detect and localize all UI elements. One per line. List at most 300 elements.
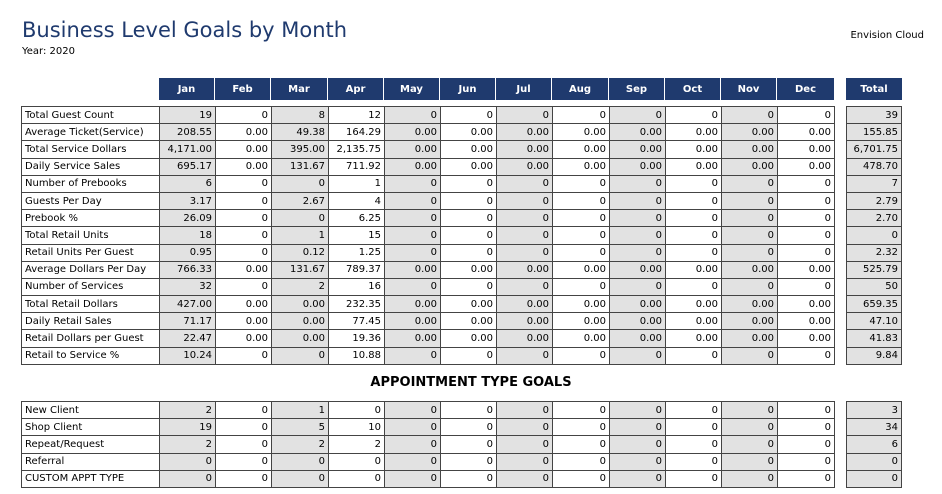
value-cell-mar[interactable]: 0: [272, 453, 329, 470]
total-row: [847, 158, 902, 175]
value-cell-sep[interactable]: 0: [610, 402, 666, 419]
appointment-section-title: APPOINTMENT TYPE GOALS: [370, 375, 572, 390]
value-cell-feb[interactable]: 0: [216, 347, 272, 364]
table-row: [22, 436, 835, 453]
total-row: [847, 124, 902, 141]
value-cell-feb[interactable]: 0: [216, 402, 272, 419]
value-cell-jun[interactable]: 0: [441, 175, 497, 192]
value-cell-oct[interactable]: 0: [666, 107, 722, 124]
total-row: [847, 210, 902, 227]
value-cell-dec[interactable]: 0: [778, 470, 835, 487]
value-cell-jun[interactable]: 0: [441, 244, 497, 261]
value-cell-dec[interactable]: 0: [778, 192, 835, 209]
value-cell-sep[interactable]: 0.00: [610, 313, 666, 330]
value-cell-aug[interactable]: 0: [553, 453, 610, 470]
value-cell-sep[interactable]: 0: [610, 436, 666, 453]
value-cell-may[interactable]: 0.00: [385, 141, 441, 158]
value-cell-mar[interactable]: 395.00: [272, 141, 329, 158]
value-cell-dec[interactable]: 0: [778, 107, 835, 124]
value-cell-jul[interactable]: 0.00: [497, 296, 553, 313]
value-cell-may[interactable]: 0.00: [385, 313, 441, 330]
value-cell-feb[interactable]: 0: [216, 175, 272, 192]
total-cell: 9.84: [847, 347, 902, 364]
value-cell-oct[interactable]: 0: [666, 402, 722, 419]
value-cell-dec[interactable]: 0: [778, 419, 835, 436]
value-cell-feb[interactable]: 0.00: [216, 141, 272, 158]
value-cell-feb[interactable]: 0: [216, 453, 272, 470]
value-cell-jul[interactable]: 0: [497, 347, 553, 364]
value-cell-apr[interactable]: 0: [329, 402, 385, 419]
value-cell-sep[interactable]: 0: [610, 175, 666, 192]
value-cell-dec[interactable]: 0: [778, 227, 835, 244]
total-header-label: Total: [860, 83, 888, 95]
value-cell-may[interactable]: 0: [385, 470, 441, 487]
value-cell-oct[interactable]: 0.00: [666, 313, 722, 330]
value-cell-nov[interactable]: 0: [722, 175, 778, 192]
value-cell-jan[interactable]: 26.09: [160, 210, 216, 227]
total-row: [847, 330, 902, 347]
total-cell: 0: [847, 470, 902, 487]
value-cell-jul[interactable]: 0.00: [497, 261, 553, 278]
value-cell-feb[interactable]: 0: [216, 244, 272, 261]
value-cell-feb[interactable]: 0.00: [216, 330, 272, 347]
value-cell-feb[interactable]: 0: [216, 107, 272, 124]
value-cell-jun[interactable]: 0: [441, 107, 497, 124]
value-cell-apr[interactable]: 6.25: [329, 210, 385, 227]
value-cell-nov[interactable]: 0: [722, 436, 778, 453]
value-cell-nov[interactable]: 0: [722, 402, 778, 419]
value-cell-nov[interactable]: 0.00: [722, 124, 778, 141]
value-cell-jan[interactable]: 19: [160, 419, 216, 436]
value-cell-apr[interactable]: 19.36: [329, 330, 385, 347]
brand-label: Envision Cloud: [850, 30, 924, 41]
value-cell-jan[interactable]: 19: [160, 107, 216, 124]
value-cell-nov[interactable]: 0.00: [722, 141, 778, 158]
value-cell-jun[interactable]: 0.00: [441, 313, 497, 330]
value-cell-may[interactable]: 0.00: [385, 124, 441, 141]
value-cell-may[interactable]: 0: [385, 278, 441, 295]
value-cell-dec[interactable]: 0: [778, 175, 835, 192]
value-cell-jan[interactable]: 3.17: [160, 192, 216, 209]
value-cell-apr[interactable]: 232.35: [329, 296, 385, 313]
row-label: Average Dollars Per Day: [22, 261, 160, 278]
value-cell-may[interactable]: 0.00: [385, 261, 441, 278]
value-cell-jul[interactable]: 0: [497, 453, 553, 470]
value-cell-sep[interactable]: 0: [610, 107, 666, 124]
value-cell-jul[interactable]: 0: [497, 210, 553, 227]
value-cell-jan[interactable]: 208.55: [160, 124, 216, 141]
value-cell-feb[interactable]: 0.00: [216, 261, 272, 278]
value-cell-may[interactable]: 0: [385, 436, 441, 453]
value-cell-nov[interactable]: 0: [722, 244, 778, 261]
value-cell-jan[interactable]: 0.95: [160, 244, 216, 261]
value-cell-oct[interactable]: 0: [666, 453, 722, 470]
value-cell-jul[interactable]: 0.00: [497, 313, 553, 330]
value-cell-apr[interactable]: 12: [329, 107, 385, 124]
row-label: Total Guest Count: [22, 107, 160, 124]
row-label: Total Retail Units: [22, 227, 160, 244]
value-cell-mar[interactable]: 2: [272, 278, 329, 295]
value-cell-sep[interactable]: 0: [610, 470, 666, 487]
row-label: Shop Client: [22, 419, 160, 436]
value-cell-dec[interactable]: 0.00: [778, 261, 835, 278]
value-cell-aug[interactable]: 0.00: [553, 261, 610, 278]
value-cell-feb[interactable]: 0: [216, 227, 272, 244]
value-cell-jun[interactable]: 0: [441, 419, 497, 436]
value-cell-aug[interactable]: 0: [553, 402, 610, 419]
value-cell-feb[interactable]: 0: [216, 210, 272, 227]
value-cell-apr[interactable]: 4: [329, 192, 385, 209]
value-cell-jan[interactable]: 10.24: [160, 347, 216, 364]
value-cell-mar[interactable]: 131.67: [272, 158, 329, 175]
value-cell-jul[interactable]: 0: [497, 192, 553, 209]
value-cell-jun[interactable]: 0.00: [441, 141, 497, 158]
month-header-jun: Jun: [440, 78, 496, 100]
row-label: Number of Services: [22, 278, 160, 295]
value-cell-feb[interactable]: 0.00: [216, 296, 272, 313]
value-cell-dec[interactable]: 0: [778, 436, 835, 453]
total-row: [847, 453, 902, 470]
month-header-nov: Nov: [721, 78, 777, 100]
table-row: [22, 296, 835, 313]
value-cell-nov[interactable]: 0: [722, 419, 778, 436]
value-cell-nov[interactable]: 0: [722, 470, 778, 487]
row-label: Retail to Service %: [22, 347, 160, 364]
value-cell-aug[interactable]: 0.00: [553, 313, 610, 330]
row-label: Daily Retail Sales: [22, 313, 160, 330]
value-cell-jul[interactable]: 0: [497, 107, 553, 124]
value-cell-apr[interactable]: 1: [329, 175, 385, 192]
value-cell-dec[interactable]: 0.00: [778, 313, 835, 330]
value-cell-aug[interactable]: 0: [553, 470, 610, 487]
table-row: [22, 107, 835, 124]
value-cell-apr[interactable]: 10: [329, 419, 385, 436]
value-cell-mar[interactable]: 0.00: [272, 296, 329, 313]
value-cell-sep[interactable]: 0: [610, 278, 666, 295]
value-cell-aug[interactable]: 0: [553, 436, 610, 453]
value-cell-jul[interactable]: 0: [497, 470, 553, 487]
value-cell-feb[interactable]: 0: [216, 192, 272, 209]
value-cell-jun[interactable]: 0.00: [441, 158, 497, 175]
value-cell-jun[interactable]: 0: [441, 347, 497, 364]
value-cell-oct[interactable]: 0: [666, 470, 722, 487]
value-cell-nov[interactable]: 0: [722, 278, 778, 295]
value-cell-may[interactable]: 0: [385, 227, 441, 244]
value-cell-oct[interactable]: 0: [666, 227, 722, 244]
table-row: [22, 313, 835, 330]
value-cell-jul[interactable]: 0: [497, 402, 553, 419]
value-cell-may[interactable]: 0: [385, 175, 441, 192]
value-cell-jul[interactable]: 0.00: [497, 330, 553, 347]
value-cell-feb[interactable]: 0: [216, 419, 272, 436]
total-row: [847, 175, 902, 192]
value-cell-sep[interactable]: 0.00: [610, 261, 666, 278]
value-cell-feb[interactable]: 0: [216, 470, 272, 487]
value-cell-dec[interactable]: 0: [778, 402, 835, 419]
total-row: [847, 470, 902, 487]
value-cell-may[interactable]: 0: [385, 347, 441, 364]
value-cell-jun[interactable]: 0: [441, 470, 497, 487]
value-cell-may[interactable]: 0: [385, 419, 441, 436]
value-cell-jan[interactable]: 4,171.00: [160, 141, 216, 158]
value-cell-feb[interactable]: 0: [216, 436, 272, 453]
value-cell-nov[interactable]: 0: [722, 210, 778, 227]
total-cell: 50: [847, 278, 902, 295]
value-cell-oct[interactable]: 0.00: [666, 141, 722, 158]
total-cell: 47.10: [847, 313, 902, 330]
value-cell-mar[interactable]: 0.00: [272, 330, 329, 347]
value-cell-nov[interactable]: 0.00: [722, 330, 778, 347]
value-cell-sep[interactable]: 0.00: [610, 141, 666, 158]
total-cell: 6: [847, 436, 902, 453]
value-cell-jul[interactable]: 0: [497, 175, 553, 192]
total-cell: 2.32: [847, 244, 902, 261]
value-cell-aug[interactable]: 0: [553, 227, 610, 244]
appointment-total-table: [846, 401, 902, 488]
value-cell-nov[interactable]: 0.00: [722, 296, 778, 313]
total-row: [847, 313, 902, 330]
value-cell-mar[interactable]: 0.00: [272, 313, 329, 330]
value-cell-apr[interactable]: 1.25: [329, 244, 385, 261]
value-cell-mar[interactable]: 2.67: [272, 192, 329, 209]
value-cell-feb[interactable]: 0.00: [216, 313, 272, 330]
value-cell-oct[interactable]: 0.00: [666, 296, 722, 313]
row-label: Guests Per Day: [22, 192, 160, 209]
value-cell-oct[interactable]: 0.00: [666, 330, 722, 347]
value-cell-jan[interactable]: 18: [160, 227, 216, 244]
row-label: Number of Prebooks: [22, 175, 160, 192]
value-cell-jun[interactable]: 0: [441, 227, 497, 244]
year-label: Year: 2020: [22, 46, 75, 57]
value-cell-jun[interactable]: 0: [441, 402, 497, 419]
value-cell-apr[interactable]: 16: [329, 278, 385, 295]
table-row: [22, 261, 835, 278]
month-header-dec: Dec: [794, 83, 816, 95]
value-cell-nov[interactable]: 0: [722, 192, 778, 209]
value-cell-sep[interactable]: 0: [610, 227, 666, 244]
value-cell-sep[interactable]: 0: [610, 244, 666, 261]
value-cell-dec[interactable]: 0: [778, 347, 835, 364]
value-cell-nov[interactable]: 0: [722, 347, 778, 364]
value-cell-dec[interactable]: 0.00: [778, 296, 835, 313]
value-cell-oct[interactable]: 0: [666, 210, 722, 227]
month-header: [159, 78, 834, 100]
value-cell-mar[interactable]: 0: [272, 175, 329, 192]
value-cell-nov[interactable]: 0: [722, 453, 778, 470]
value-cell-jun[interactable]: 0: [441, 436, 497, 453]
value-cell-jan[interactable]: 766.33: [160, 261, 216, 278]
value-cell-oct[interactable]: 0.00: [666, 124, 722, 141]
value-cell-dec[interactable]: 0: [778, 453, 835, 470]
value-cell-jun[interactable]: 0: [441, 278, 497, 295]
value-cell-nov[interactable]: 0: [722, 227, 778, 244]
value-cell-apr[interactable]: 0: [329, 453, 385, 470]
value-cell-mar[interactable]: 0.12: [272, 244, 329, 261]
total-row: [847, 261, 902, 278]
value-cell-oct[interactable]: 0: [666, 244, 722, 261]
value-cell-apr[interactable]: 789.37: [329, 261, 385, 278]
value-cell-nov[interactable]: 0: [722, 107, 778, 124]
value-cell-apr[interactable]: 164.29: [329, 124, 385, 141]
value-cell-nov[interactable]: 0.00: [722, 261, 778, 278]
value-cell-may[interactable]: 0: [385, 453, 441, 470]
value-cell-apr[interactable]: 2: [329, 436, 385, 453]
value-cell-oct[interactable]: 0.00: [666, 261, 722, 278]
table-row: [22, 124, 835, 141]
value-cell-dec[interactable]: 0: [778, 244, 835, 261]
value-cell-mar[interactable]: 2: [272, 436, 329, 453]
value-cell-apr[interactable]: 15: [329, 227, 385, 244]
value-cell-jul[interactable]: 0: [497, 227, 553, 244]
value-cell-sep[interactable]: 0: [610, 419, 666, 436]
value-cell-apr[interactable]: 77.45: [329, 313, 385, 330]
value-cell-apr[interactable]: 711.92: [329, 158, 385, 175]
value-cell-may[interactable]: 0.00: [385, 158, 441, 175]
value-cell-oct[interactable]: 0: [666, 419, 722, 436]
value-cell-dec[interactable]: 0.00: [778, 158, 835, 175]
value-cell-jun[interactable]: 0: [441, 192, 497, 209]
value-cell-jan[interactable]: 6: [160, 175, 216, 192]
value-cell-sep[interactable]: 0: [610, 347, 666, 364]
value-cell-sep[interactable]: 0: [610, 210, 666, 227]
value-cell-apr[interactable]: 0: [329, 470, 385, 487]
table-row: [22, 158, 835, 175]
value-cell-dec[interactable]: 0.00: [778, 124, 835, 141]
value-cell-sep[interactable]: 0.00: [610, 124, 666, 141]
value-cell-jun[interactable]: 0.00: [441, 261, 497, 278]
month-header-may: May: [384, 78, 440, 100]
value-cell-may[interactable]: 0: [385, 192, 441, 209]
value-cell-may[interactable]: 0.00: [385, 296, 441, 313]
value-cell-may[interactable]: 0: [385, 107, 441, 124]
value-cell-aug[interactable]: 0.00: [553, 158, 610, 175]
total-row: [847, 244, 902, 261]
value-cell-nov[interactable]: 0.00: [722, 313, 778, 330]
value-cell-mar[interactable]: 0: [272, 347, 329, 364]
table-row: [22, 244, 835, 261]
value-cell-jun[interactable]: 0.00: [441, 330, 497, 347]
value-cell-aug[interactable]: 0: [553, 192, 610, 209]
value-cell-feb[interactable]: 0: [216, 278, 272, 295]
value-cell-sep[interactable]: 0.00: [610, 158, 666, 175]
value-cell-jul[interactable]: 0.00: [497, 124, 553, 141]
value-cell-jan[interactable]: 427.00: [160, 296, 216, 313]
value-cell-jul[interactable]: 0.00: [497, 141, 553, 158]
value-cell-aug[interactable]: 0.00: [553, 330, 610, 347]
value-cell-mar[interactable]: 1: [272, 402, 329, 419]
value-cell-aug[interactable]: 0: [553, 278, 610, 295]
value-cell-jan[interactable]: 0: [160, 453, 216, 470]
appointment-table: [21, 401, 835, 488]
value-cell-jan[interactable]: 22.47: [160, 330, 216, 347]
total-cell: 0: [847, 227, 902, 244]
value-cell-dec[interactable]: 0.00: [778, 141, 835, 158]
table-row: [22, 278, 835, 295]
value-cell-may[interactable]: 0: [385, 402, 441, 419]
value-cell-mar[interactable]: 0: [272, 470, 329, 487]
month-header-jan: Jan: [159, 78, 215, 100]
value-cell-feb[interactable]: 0.00: [216, 124, 272, 141]
table-row: [22, 347, 835, 364]
total-cell: 478.70: [847, 158, 902, 175]
total-header: [846, 78, 902, 100]
value-cell-sep[interactable]: 0.00: [610, 296, 666, 313]
value-cell-mar[interactable]: 0: [272, 210, 329, 227]
value-cell-aug[interactable]: 0.00: [553, 296, 610, 313]
value-cell-aug[interactable]: 0: [553, 210, 610, 227]
value-cell-jan[interactable]: 71.17: [160, 313, 216, 330]
value-cell-jun[interactable]: 0.00: [441, 124, 497, 141]
value-cell-jul[interactable]: 0: [497, 419, 553, 436]
value-cell-apr[interactable]: 2,135.75: [329, 141, 385, 158]
value-cell-aug[interactable]: 0: [553, 175, 610, 192]
value-cell-jan[interactable]: 32: [160, 278, 216, 295]
value-cell-dec[interactable]: 0.00: [778, 330, 835, 347]
value-cell-aug[interactable]: 0.00: [553, 141, 610, 158]
value-cell-mar[interactable]: 5: [272, 419, 329, 436]
row-label: Retail Units Per Guest: [22, 244, 160, 261]
value-cell-mar[interactable]: 131.67: [272, 261, 329, 278]
total-row: [847, 192, 902, 209]
value-cell-oct[interactable]: 0: [666, 175, 722, 192]
value-cell-mar[interactable]: 49.38: [272, 124, 329, 141]
month-header-jul: Jul: [496, 78, 552, 100]
value-cell-jan[interactable]: 0: [160, 470, 216, 487]
value-cell-oct[interactable]: 0: [666, 436, 722, 453]
row-label: Daily Service Sales: [22, 158, 160, 175]
value-cell-aug[interactable]: 0: [553, 347, 610, 364]
value-cell-may[interactable]: 0: [385, 210, 441, 227]
value-cell-nov[interactable]: 0.00: [722, 158, 778, 175]
value-cell-jun[interactable]: 0.00: [441, 296, 497, 313]
value-cell-aug[interactable]: 0: [553, 107, 610, 124]
value-cell-apr[interactable]: 10.88: [329, 347, 385, 364]
table-row: [22, 210, 835, 227]
value-cell-jan[interactable]: 2: [160, 402, 216, 419]
value-cell-may[interactable]: 0.00: [385, 330, 441, 347]
row-label: CUSTOM APPT TYPE: [22, 470, 160, 487]
value-cell-jul[interactable]: 0.00: [497, 158, 553, 175]
value-cell-jul[interactable]: 0: [497, 436, 553, 453]
total-cell: 525.79: [847, 261, 902, 278]
value-cell-mar[interactable]: 1: [272, 227, 329, 244]
value-cell-sep[interactable]: 0.00: [610, 330, 666, 347]
value-cell-jan[interactable]: 2: [160, 436, 216, 453]
row-label: Referral: [22, 453, 160, 470]
value-cell-oct[interactable]: 0: [666, 192, 722, 209]
value-cell-mar[interactable]: 8: [272, 107, 329, 124]
value-cell-oct[interactable]: 0: [666, 278, 722, 295]
value-cell-jun[interactable]: 0: [441, 210, 497, 227]
value-cell-aug[interactable]: 0: [553, 244, 610, 261]
value-cell-oct[interactable]: 0: [666, 347, 722, 364]
month-header-oct: Oct: [665, 78, 721, 100]
value-cell-dec[interactable]: 0: [778, 210, 835, 227]
value-cell-feb[interactable]: 0.00: [216, 158, 272, 175]
value-cell-jan[interactable]: 695.17: [160, 158, 216, 175]
value-cell-dec[interactable]: 0: [778, 278, 835, 295]
value-cell-jul[interactable]: 0: [497, 278, 553, 295]
value-cell-jun[interactable]: 0: [441, 453, 497, 470]
value-cell-aug[interactable]: 0.00: [553, 124, 610, 141]
value-cell-oct[interactable]: 0.00: [666, 158, 722, 175]
value-cell-jul[interactable]: 0: [497, 244, 553, 261]
month-header-sep: Sep: [609, 78, 665, 100]
value-cell-sep[interactable]: 0: [610, 453, 666, 470]
value-cell-aug[interactable]: 0: [553, 419, 610, 436]
value-cell-may[interactable]: 0: [385, 244, 441, 261]
value-cell-sep[interactable]: 0: [610, 192, 666, 209]
